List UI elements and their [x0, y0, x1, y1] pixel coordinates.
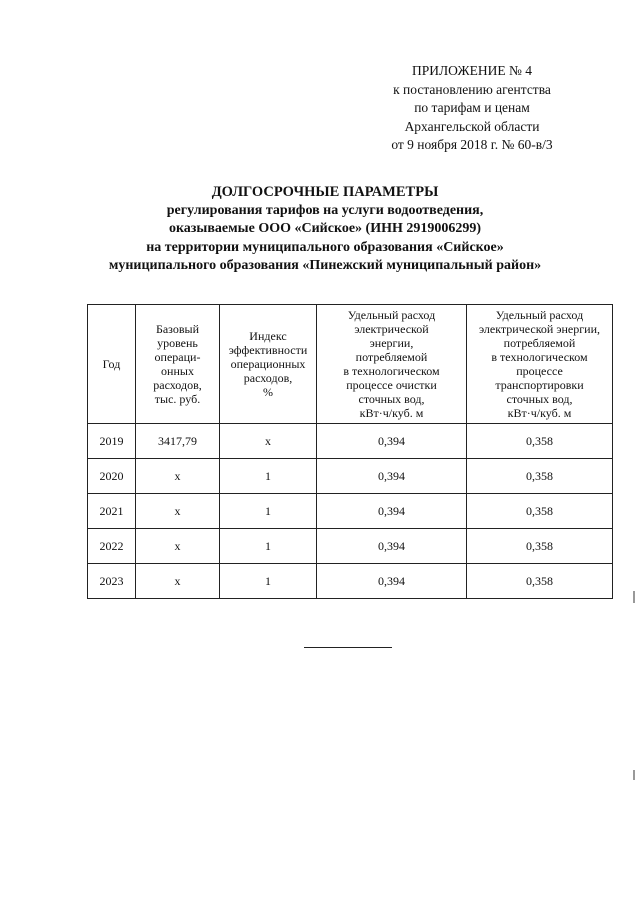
header-line: процессе очистки: [346, 378, 437, 392]
table-body: [88, 424, 613, 599]
title-line-4: на территории муниципального образования «Сийское»: [146, 239, 504, 255]
header-line: операци-: [154, 350, 201, 364]
header-line: операционных: [230, 357, 306, 371]
cell-efficiency-index: 1: [220, 564, 317, 599]
cell-energy-transport: 0,358: [467, 459, 613, 494]
cell-base-opex: х: [136, 564, 220, 599]
cell-energy-treatment: 0,394: [317, 459, 467, 494]
table-row: [88, 494, 613, 529]
header-year: [88, 305, 136, 424]
scan-edge-mark: [633, 770, 635, 780]
table-row: [88, 459, 613, 494]
signature-line: [304, 647, 392, 648]
table-row: [88, 564, 613, 599]
table-header-row: [88, 305, 613, 424]
title-main: ДОЛГОСРОЧНЫЕ ПАРАМЕТРЫ: [211, 184, 439, 200]
cell-energy-transport: 0,358: [467, 529, 613, 564]
header-line: %: [263, 385, 273, 399]
cell-efficiency-index: х: [220, 424, 317, 459]
appendix-line-4: Архангельской области: [404, 118, 540, 134]
header-line: Удельный расход: [347, 308, 436, 322]
cell-base-opex: 3417,79: [136, 424, 220, 459]
cell-base-opex: х: [136, 459, 220, 494]
header-energy-treatment: [317, 305, 467, 424]
cell-efficiency-index: 1: [220, 494, 317, 529]
header-line: расходов,: [153, 378, 202, 392]
header-line: процессе: [516, 364, 563, 378]
header-line: потребляемой: [355, 350, 428, 364]
cell-year: 2020: [88, 459, 136, 494]
cell-energy-treatment: 0,394: [317, 529, 467, 564]
cell-energy-treatment: 0,394: [317, 424, 467, 459]
header-base-opex: [136, 305, 220, 424]
scan-edge-mark: [633, 591, 635, 603]
header-line: уровень: [157, 336, 198, 350]
cell-year: 2021: [88, 494, 136, 529]
title-line-3: оказываемые ООО «Сийское» (ИНН 2919006299): [168, 221, 482, 236]
header-line: расходов,: [243, 371, 293, 385]
header-efficiency-index: [220, 305, 317, 424]
cell-year: 2023: [88, 564, 136, 599]
header-line: кВт·ч/куб. м: [359, 406, 424, 420]
table-row: [88, 424, 613, 459]
header-line: электрической: [354, 322, 429, 336]
header-line: тыс. руб.: [154, 392, 201, 406]
cell-base-opex: х: [136, 494, 220, 529]
parameters-table: [87, 304, 613, 599]
appendix-decree-date: от 9 ноября 2018 г. № 60-в/3: [391, 137, 553, 152]
table-row: [88, 529, 613, 564]
header-line: Базовый: [155, 322, 200, 336]
cell-efficiency-index: 1: [220, 529, 317, 564]
cell-energy-transport: 0,358: [467, 564, 613, 599]
document-title: [60, 183, 590, 276]
appendix-number: ПРИЛОЖЕНИЕ № 4: [411, 63, 533, 78]
title-line-5: муниципального образования «Пинежский муниципальный район»: [108, 258, 542, 273]
header-line: в технологическом: [343, 364, 440, 378]
cell-year: 2022: [88, 529, 136, 564]
header-line: Удельный расход: [495, 308, 584, 322]
header-line: сточных вод,: [506, 392, 573, 406]
appendix-header: [352, 62, 592, 155]
cell-energy-transport: 0,358: [467, 424, 613, 459]
header-line: электрической энергии,: [478, 322, 601, 336]
cell-efficiency-index: 1: [220, 459, 317, 494]
header-line: потребляемой: [503, 336, 576, 350]
cell-energy-transport: 0,358: [467, 494, 613, 529]
appendix-line-2: к постановлению агентства: [393, 81, 551, 97]
cell-energy-treatment: 0,394: [317, 494, 467, 529]
header-line: транспортировки: [495, 378, 584, 392]
header-line: энергии,: [369, 336, 414, 350]
header-energy-transport: [467, 305, 613, 424]
header-line: кВт·ч/куб. м: [507, 406, 572, 420]
cell-energy-treatment: 0,394: [317, 564, 467, 599]
header-line: онных: [161, 364, 194, 378]
appendix-line-3: по тарифам и ценам: [414, 100, 530, 115]
header-line: Индекс: [249, 329, 287, 343]
header-line: в технологическом: [491, 350, 588, 364]
header-line: Год: [102, 357, 121, 371]
header-line: эффективности: [228, 343, 308, 357]
title-line-2: регулирования тарифов на услуги водоотведения,: [166, 202, 484, 218]
header-line: сточных вод,: [358, 392, 425, 406]
cell-year: 2019: [88, 424, 136, 459]
cell-base-opex: х: [136, 529, 220, 564]
